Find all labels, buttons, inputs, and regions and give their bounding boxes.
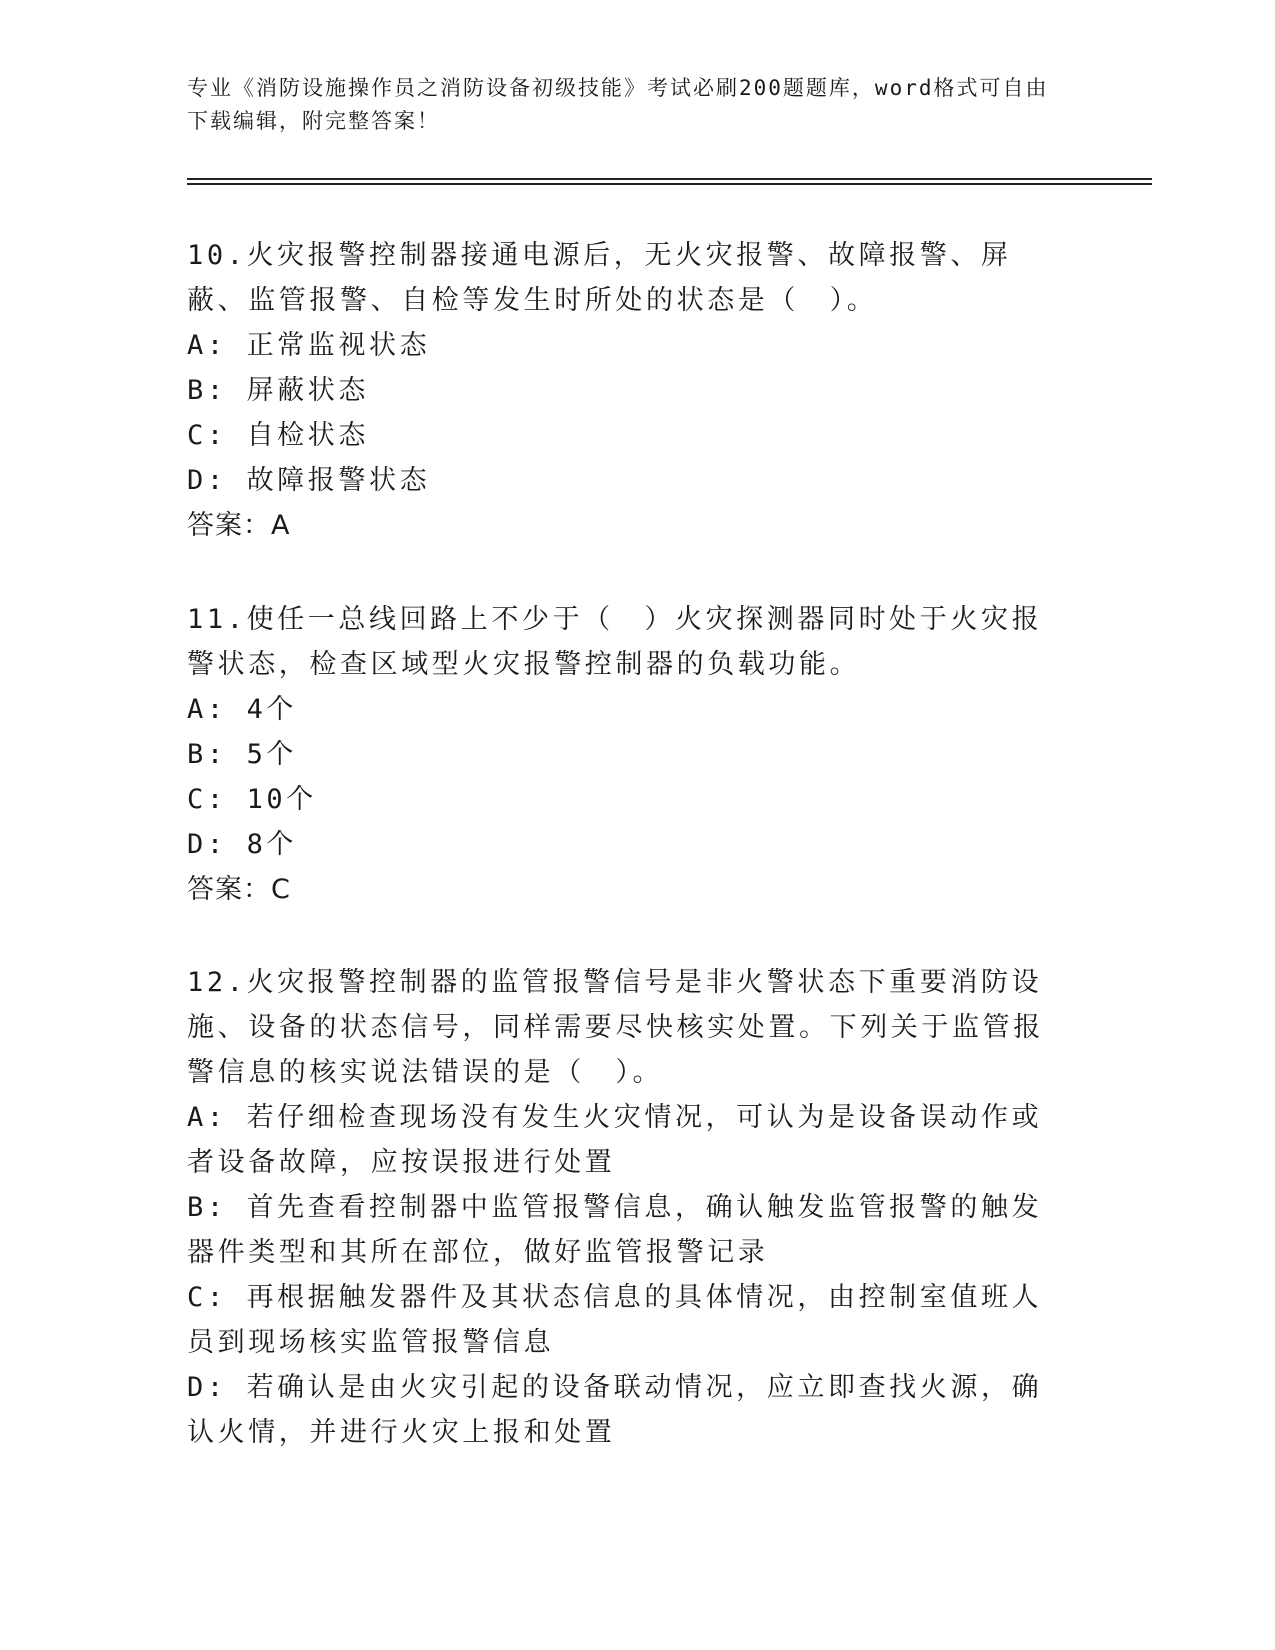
option-d: D: 8个 xyxy=(187,829,298,860)
option-c: C: 再根据触发器件及其状态信息的具体情况，由控制室值班人员到现场核实监管报警信息 xyxy=(187,1282,1043,1358)
question-11 xyxy=(187,597,1067,912)
question-10 xyxy=(187,233,1067,548)
document-header: 专业《消防设施操作员之消防设备初级技能》考试必刷200题题库，word格式可自由下载编辑，附完整答案！ xyxy=(187,76,1049,133)
option-a: A: 4个 xyxy=(187,694,298,725)
option-d: D: 故障报警状态 xyxy=(187,465,431,496)
option-c: C: 10个 xyxy=(187,784,317,815)
header-divider-bottom xyxy=(187,183,1152,185)
question-stem: 11.使任一总线回路上不少于（ ）火灾探测器同时处于火灾报警状态，检查区域型火灾报警控制器的负载功能。 xyxy=(187,604,1043,680)
option-b: B: 5个 xyxy=(187,739,298,770)
answer-label: 答案：A xyxy=(187,510,291,541)
option-a: A: 正常监视状态 xyxy=(187,330,431,361)
option-d: D: 若确认是由火灾引起的设备联动情况，应立即查找火源，确认火情，并进行火灾上报和处置 xyxy=(187,1372,1043,1448)
header-divider-top xyxy=(187,178,1152,180)
answer-label: 答案：C xyxy=(187,874,291,905)
question-stem: 10.火灾报警控制器接通电源后，无火灾报警、故障报警、屏蔽、监管报警、自检等发生时所处的状态是（ ）。 xyxy=(187,240,1012,316)
option-a: A: 若仔细检查现场没有发生火灾情况，可认为是设备误动作或者设备故障，应按误报进行处置 xyxy=(187,1102,1043,1178)
option-b: B: 屏蔽状态 xyxy=(187,375,369,406)
option-b: B: 首先查看控制器中监管报警信息，确认触发监管报警的触发器件类型和其所在部位，做好监管报警记录 xyxy=(187,1192,1043,1268)
question-12 xyxy=(187,960,1067,1455)
question-stem: 12.火灾报警控制器的监管报警信号是非火警状态下重要消防设施、设备的状态信号，同样需要尽快核实处置。下列关于监管报警信息的核实说法错误的是（ ）。 xyxy=(187,967,1044,1088)
option-c: C: 自检状态 xyxy=(187,420,369,451)
